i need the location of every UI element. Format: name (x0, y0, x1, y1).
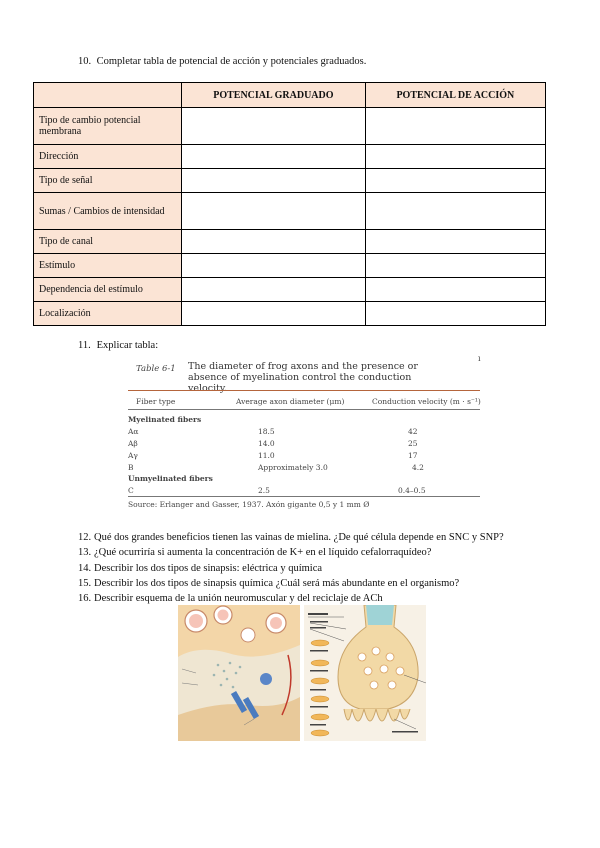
synapse-illustration (178, 605, 300, 741)
row-label: Estímulo (34, 254, 182, 278)
answer-cell[interactable] (365, 108, 545, 145)
table-row (34, 230, 546, 254)
table-header-row (34, 83, 546, 108)
answer-cell[interactable] (182, 193, 366, 230)
cell-fiber: Aγ (128, 451, 138, 460)
neuromuscular-junction-illustration (304, 605, 426, 741)
answer-cell[interactable] (365, 230, 545, 254)
row-label: Localización (34, 302, 182, 326)
section-title-myelinated: Myelinated fibers (128, 415, 202, 424)
col-header-diameter: Average axon diameter (μm) (236, 397, 345, 406)
answer-cell[interactable] (365, 254, 545, 278)
question-number: 13. (78, 547, 92, 559)
question-text: Describir los dos tipos de sinapsis: eléctrica y química (94, 562, 323, 574)
question-11-number: 11. (78, 340, 91, 351)
table-row (34, 302, 546, 326)
table-row (34, 145, 546, 169)
question-10-text: Completar tabla de potencial de acción y potenciales graduados. (96, 56, 367, 67)
table-header-action: POTENCIAL DE ACCIÓN (365, 83, 545, 108)
action-potential-table (33, 82, 546, 326)
list-item (78, 545, 504, 560)
table-row (34, 108, 546, 145)
answer-cell[interactable] (365, 145, 545, 169)
table-row (34, 278, 546, 302)
header-rule (128, 409, 480, 410)
synapse-drawing (178, 605, 300, 741)
cell-fiber: Aβ (128, 439, 138, 448)
cell-velocity: 25 (408, 439, 418, 448)
cell-velocity: 42 (408, 427, 418, 436)
question-number: 12. (78, 532, 92, 543)
table-row (34, 193, 546, 230)
question-text: ¿Qué ocurriría si aumenta la concentración de K+ en el líquido cefalorraquídeo? (94, 547, 432, 559)
row-label: Tipo de cambio potencial membrana (34, 108, 182, 145)
figure-source: Source: Erlanger and Gasser, 1937. Axón gigante 0,5 y 1 mm Ø (128, 500, 370, 509)
caption-rule (128, 390, 480, 391)
list-item (78, 530, 504, 545)
answer-cell[interactable] (365, 278, 545, 302)
answer-cell[interactable] (182, 230, 366, 254)
cell-velocity: 0.4–0.5 (398, 486, 426, 495)
answer-cell[interactable] (182, 278, 366, 302)
row-label: Tipo de señal (34, 169, 182, 193)
table-header-graded: POTENCIAL GRADUADO (182, 83, 366, 108)
row-label: Dependencia del estímulo (34, 278, 182, 302)
cell-diameter: 11.0 (258, 451, 275, 460)
answer-cell[interactable] (182, 254, 366, 278)
cell-fiber: B (128, 463, 134, 472)
question-11-text: Explicar tabla: (96, 340, 159, 351)
table-header-empty (34, 83, 182, 108)
question-number: 15. (78, 577, 92, 589)
question-number: 16. (78, 593, 92, 605)
table-row (34, 169, 546, 193)
figure-caption: The diameter of frog axons and the presence or absence of myelination control the conduction velocity. (188, 361, 418, 394)
question-10-number: 10. (78, 56, 92, 67)
question-11 (78, 340, 158, 351)
row-label: Tipo de canal (34, 230, 182, 254)
row-label: Dirección (34, 145, 182, 169)
question-number: 14. (78, 562, 92, 574)
cell-diameter: 2.5 (258, 486, 270, 495)
nmj-drawing (304, 605, 426, 741)
cell-diameter: Approximately 3.0 (258, 463, 328, 472)
answer-cell[interactable] (365, 193, 545, 230)
table-row (34, 254, 546, 278)
cell-velocity: 17 (408, 451, 418, 460)
section-title-unmyelinated: Unmyelinated fibers (128, 474, 213, 483)
question-text: Qué dos grandes beneficios tienen las vainas de mielina. ¿De qué célula depende en SNC y SNP? (94, 532, 504, 543)
cell-diameter: 18.5 (258, 427, 275, 436)
question-list (78, 530, 504, 606)
list-item (78, 561, 504, 576)
cell-velocity: 4.2 (412, 463, 424, 472)
col-header-fiber-type: Fiber type (136, 397, 176, 406)
question-10 (78, 56, 366, 67)
list-item (78, 576, 504, 591)
frog-axon-table-figure (122, 356, 482, 516)
cell-fiber: C (128, 486, 134, 495)
question-text: Describir esquema de la unión neuromuscular y del reciclaje de ACh (94, 593, 383, 605)
answer-cell[interactable] (182, 169, 366, 193)
figure-mark: ı (478, 354, 481, 363)
answer-cell[interactable] (365, 302, 545, 326)
answer-cell[interactable] (182, 108, 366, 145)
answer-cell[interactable] (182, 145, 366, 169)
bottom-rule (128, 496, 480, 497)
cell-diameter: 14.0 (258, 439, 275, 448)
answer-cell[interactable] (182, 302, 366, 326)
cell-fiber: Aα (128, 427, 139, 436)
figure-label: Table 6-1 (136, 364, 176, 374)
question-text: Describir los dos tipos de sinapsis química ¿Cuál será más abundante en el organismo? (94, 577, 460, 589)
col-header-velocity: Conduction velocity (m · s⁻¹) (372, 397, 481, 406)
answer-cell[interactable] (365, 169, 545, 193)
row-label: Sumas / Cambios de intensidad (34, 193, 182, 230)
